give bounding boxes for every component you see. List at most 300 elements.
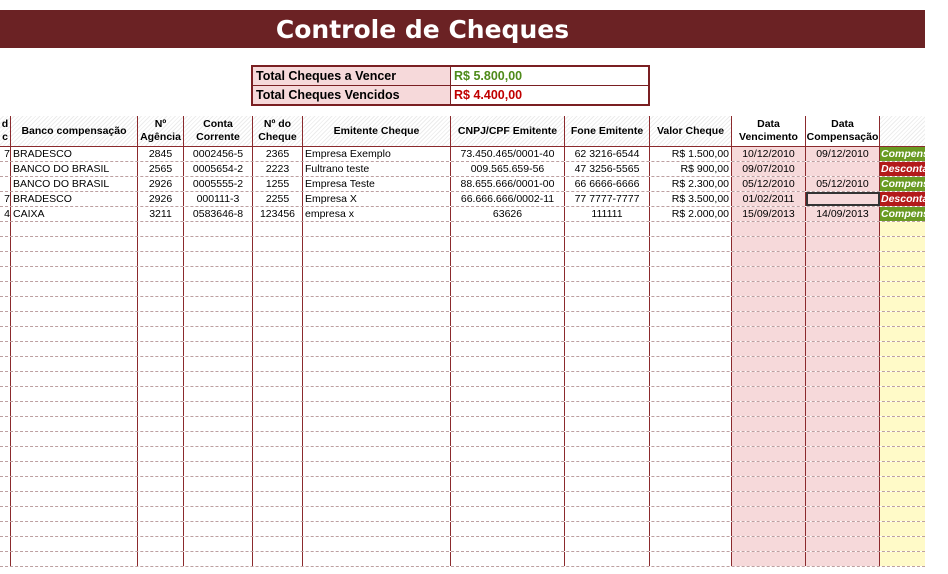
cell-id[interactable] [0, 372, 11, 386]
cell-banco[interactable] [11, 417, 138, 431]
cell-numero[interactable] [253, 402, 303, 416]
cell-fone[interactable] [565, 252, 650, 266]
cell-cnpj[interactable]: 66.666.666/0002-11 [451, 192, 565, 206]
cell-status[interactable] [880, 537, 925, 551]
header-banco[interactable]: Banco compensação [11, 116, 138, 147]
cell-emitente[interactable] [303, 222, 451, 236]
cell-compensacao[interactable] [806, 297, 880, 311]
cell-compensacao[interactable] [806, 327, 880, 341]
cell-numero[interactable] [253, 522, 303, 536]
cell-banco[interactable]: BANCO DO BRASIL [11, 177, 138, 191]
cell-banco[interactable] [11, 432, 138, 446]
cell-compensacao[interactable] [806, 282, 880, 296]
cell-id[interactable] [0, 327, 11, 341]
cell-cnpj[interactable] [451, 537, 565, 551]
cell-numero[interactable] [253, 252, 303, 266]
cell-cnpj[interactable] [451, 477, 565, 491]
cell-emitente[interactable] [303, 477, 451, 491]
header-numero[interactable]: Nº do Cheque [253, 116, 303, 147]
cell-valor[interactable] [650, 522, 732, 536]
cell-status[interactable] [880, 477, 925, 491]
cell-fone[interactable] [565, 507, 650, 521]
cell-emitente[interactable] [303, 282, 451, 296]
cell-vencimento[interactable] [732, 477, 806, 491]
cell-conta[interactable]: 0005654-2 [184, 162, 253, 176]
cell-emitente[interactable]: Empresa Teste [303, 177, 451, 191]
cell-cnpj[interactable]: 009.565.659-56 [451, 162, 565, 176]
cell-id[interactable] [0, 387, 11, 401]
cell-id[interactable] [0, 522, 11, 536]
cell-emitente[interactable] [303, 342, 451, 356]
cell-numero[interactable]: 123456 [253, 207, 303, 221]
cell-cnpj[interactable]: 63626 [451, 207, 565, 221]
cell-status[interactable] [880, 522, 925, 536]
cell-agencia[interactable] [138, 402, 184, 416]
header-vencimento[interactable]: Data Vencimento [732, 116, 806, 147]
cell-status[interactable]: Compensado [881, 208, 948, 220]
cell-fone[interactable] [565, 537, 650, 551]
cell-cnpj[interactable] [451, 357, 565, 371]
cell-numero[interactable] [253, 492, 303, 506]
cell-conta[interactable] [184, 357, 253, 371]
cell-banco[interactable] [11, 477, 138, 491]
cell-compensacao[interactable] [806, 222, 880, 236]
cell-fone[interactable] [565, 222, 650, 236]
cell-numero[interactable] [253, 372, 303, 386]
cell-valor[interactable] [650, 552, 732, 566]
cell-cnpj[interactable] [451, 252, 565, 266]
cell-valor[interactable]: R$ 1.500,00 [650, 147, 732, 161]
cell-vencimento[interactable] [732, 507, 806, 521]
summary-value-a-vencer[interactable]: R$ 5.800,00 [451, 67, 648, 85]
cell-banco[interactable] [11, 372, 138, 386]
cell-id[interactable] [0, 417, 11, 431]
cell-valor[interactable] [650, 507, 732, 521]
cell-fone[interactable] [565, 372, 650, 386]
cell-compensacao[interactable] [806, 312, 880, 326]
cell-fone[interactable] [565, 267, 650, 281]
header-compensacao[interactable]: Data Compensação [806, 116, 880, 147]
cell-id[interactable] [0, 162, 11, 176]
cell-id[interactable] [0, 282, 11, 296]
cell-valor[interactable] [650, 312, 732, 326]
cell-id[interactable] [0, 342, 11, 356]
cell-emitente[interactable] [303, 237, 451, 251]
cell-numero[interactable] [253, 537, 303, 551]
cell-emitente[interactable]: Empresa Exemplo [303, 147, 451, 161]
cell-id[interactable] [0, 357, 11, 371]
cell-vencimento[interactable] [732, 462, 806, 476]
cell-conta[interactable] [184, 252, 253, 266]
cell-agencia[interactable] [138, 537, 184, 551]
cell-vencimento[interactable] [732, 432, 806, 446]
cell-cnpj[interactable] [451, 387, 565, 401]
cell-valor[interactable] [650, 222, 732, 236]
cell-banco[interactable]: BRADESCO [11, 192, 138, 206]
cell-valor[interactable] [650, 402, 732, 416]
cell-compensacao[interactable] [806, 372, 880, 386]
cell-conta[interactable] [184, 462, 253, 476]
cell-id[interactable] [0, 447, 11, 461]
cell-emitente[interactable] [303, 387, 451, 401]
cell-cnpj[interactable] [451, 327, 565, 341]
cell-banco[interactable] [11, 492, 138, 506]
cell-vencimento[interactable] [732, 387, 806, 401]
cell-numero[interactable] [253, 342, 303, 356]
cell-status[interactable]: Descontado [881, 163, 942, 175]
cell-emitente[interactable] [303, 327, 451, 341]
cell-banco[interactable] [11, 522, 138, 536]
cell-emitente[interactable] [303, 492, 451, 506]
cell-id[interactable] [0, 432, 11, 446]
cell-vencimento[interactable] [732, 282, 806, 296]
cell-vencimento[interactable] [732, 552, 806, 566]
header-emitente[interactable]: Emitente Cheque [303, 116, 451, 147]
cell-banco[interactable] [11, 222, 138, 236]
cell-vencimento[interactable] [732, 537, 806, 551]
cell-cnpj[interactable] [451, 222, 565, 236]
cell-cnpj[interactable] [451, 402, 565, 416]
cell-fone[interactable]: 66 6666-6666 [565, 177, 650, 191]
cell-compensacao[interactable] [806, 342, 880, 356]
cell-agencia[interactable] [138, 222, 184, 236]
cell-banco[interactable] [11, 327, 138, 341]
cell-emitente[interactable] [303, 357, 451, 371]
cell-emitente[interactable]: empresa x [303, 207, 451, 221]
cell-conta[interactable]: 0002456-5 [184, 147, 253, 161]
cell-banco[interactable] [11, 297, 138, 311]
cell-id[interactable] [0, 402, 11, 416]
cell-status[interactable] [880, 282, 925, 296]
cell-cnpj[interactable] [451, 432, 565, 446]
cell-conta[interactable] [184, 447, 253, 461]
cell-status[interactable] [880, 402, 925, 416]
cell-fone[interactable] [565, 417, 650, 431]
cell-banco[interactable] [11, 447, 138, 461]
cell-emitente[interactable] [303, 462, 451, 476]
summary-value-vencidos[interactable]: R$ 4.400,00 [451, 86, 648, 104]
cell-compensacao[interactable] [806, 267, 880, 281]
cell-cnpj[interactable] [451, 312, 565, 326]
cell-emitente[interactable]: Empresa X [303, 192, 451, 206]
cell-banco[interactable] [11, 387, 138, 401]
cell-conta[interactable] [184, 417, 253, 431]
cell-id[interactable] [0, 462, 11, 476]
cell-cnpj[interactable] [451, 552, 565, 566]
cell-agencia[interactable] [138, 432, 184, 446]
cell-emitente[interactable] [303, 297, 451, 311]
cell-vencimento[interactable]: 10/12/2010 [732, 147, 806, 161]
cell-status[interactable] [880, 492, 925, 506]
cell-agencia[interactable] [138, 417, 184, 431]
header-fone[interactable]: Fone Emitente [565, 116, 650, 147]
cell-numero[interactable] [253, 267, 303, 281]
cell-numero[interactable]: 1255 [253, 177, 303, 191]
cell-valor[interactable] [650, 447, 732, 461]
cell-compensacao[interactable] [806, 417, 880, 431]
cell-vencimento[interactable] [732, 267, 806, 281]
header-id[interactable]: d c [0, 116, 11, 147]
cell-valor[interactable]: R$ 2.000,00 [650, 207, 732, 221]
cell-vencimento[interactable] [732, 312, 806, 326]
cell-emitente[interactable] [303, 252, 451, 266]
cell-numero[interactable]: 2365 [253, 147, 303, 161]
cell-emitente[interactable]: Fultrano teste [303, 162, 451, 176]
cell-valor[interactable] [650, 252, 732, 266]
cell-banco[interactable] [11, 462, 138, 476]
cell-agencia[interactable]: 2845 [138, 147, 184, 161]
cell-vencimento[interactable] [732, 402, 806, 416]
cell-agencia[interactable] [138, 267, 184, 281]
cell-fone[interactable] [565, 522, 650, 536]
cell-status[interactable] [880, 237, 925, 251]
cell-compensacao[interactable]: 14/09/2013 [806, 207, 880, 221]
cell-emitente[interactable] [303, 537, 451, 551]
cell-compensacao[interactable] [806, 537, 880, 551]
cell-valor[interactable] [650, 282, 732, 296]
cell-status[interactable] [880, 372, 925, 386]
cell-fone[interactable] [565, 432, 650, 446]
cell-id[interactable] [0, 252, 11, 266]
cell-cnpj[interactable] [451, 447, 565, 461]
cell-emitente[interactable] [303, 522, 451, 536]
cell-conta[interactable] [184, 297, 253, 311]
cell-emitente[interactable] [303, 312, 451, 326]
cell-status[interactable] [880, 267, 925, 281]
cell-agencia[interactable] [138, 282, 184, 296]
cell-compensacao[interactable] [806, 477, 880, 491]
summary-label-vencidos[interactable]: Total Cheques Vencidos [253, 86, 451, 104]
cell-conta[interactable] [184, 477, 253, 491]
cell-numero[interactable] [253, 552, 303, 566]
cell-emitente[interactable] [303, 447, 451, 461]
cell-numero[interactable] [253, 462, 303, 476]
cell-valor[interactable] [650, 462, 732, 476]
cell-vencimento[interactable] [732, 327, 806, 341]
cell-status[interactable] [880, 462, 925, 476]
cell-valor[interactable] [650, 417, 732, 431]
cell-conta[interactable] [184, 537, 253, 551]
cell-cnpj[interactable] [451, 492, 565, 506]
header-valor[interactable]: Valor Cheque [650, 116, 732, 147]
cell-numero[interactable]: 2255 [253, 192, 303, 206]
cell-vencimento[interactable]: 15/09/2013 [732, 207, 806, 221]
cell-agencia[interactable] [138, 477, 184, 491]
cell-compensacao[interactable] [806, 507, 880, 521]
cell-valor[interactable] [650, 357, 732, 371]
cell-id[interactable] [0, 267, 11, 281]
cell-banco[interactable] [11, 357, 138, 371]
summary-label-a-vencer[interactable]: Total Cheques a Vencer [253, 67, 451, 85]
cell-status[interactable] [880, 447, 925, 461]
cell-agencia[interactable]: 3211 [138, 207, 184, 221]
cell-numero[interactable] [253, 297, 303, 311]
cell-fone[interactable] [565, 402, 650, 416]
cell-compensacao[interactable] [806, 237, 880, 251]
cell-agencia[interactable] [138, 237, 184, 251]
cell-id[interactable] [0, 492, 11, 506]
cell-status[interactable] [880, 297, 925, 311]
cell-valor[interactable] [650, 477, 732, 491]
cell-banco[interactable] [11, 267, 138, 281]
cell-emitente[interactable] [303, 432, 451, 446]
cell-status[interactable]: Compensado [881, 178, 948, 190]
cell-conta[interactable] [184, 402, 253, 416]
cell-conta[interactable] [184, 507, 253, 521]
cell-fone[interactable] [565, 552, 650, 566]
cell-fone[interactable] [565, 327, 650, 341]
cell-fone[interactable] [565, 462, 650, 476]
cell-conta[interactable] [184, 312, 253, 326]
cell-valor[interactable] [650, 342, 732, 356]
cell-compensacao[interactable] [806, 162, 880, 176]
header-agencia[interactable]: Nº Agência [138, 116, 184, 147]
cell-compensacao[interactable] [806, 402, 880, 416]
cell-valor[interactable] [650, 237, 732, 251]
cell-vencimento[interactable] [732, 447, 806, 461]
cell-fone[interactable] [565, 492, 650, 506]
cell-cnpj[interactable] [451, 297, 565, 311]
cell-banco[interactable] [11, 237, 138, 251]
cell-agencia[interactable] [138, 297, 184, 311]
cell-numero[interactable] [253, 417, 303, 431]
cell-cnpj[interactable] [451, 522, 565, 536]
cell-agencia[interactable]: 2926 [138, 177, 184, 191]
cell-banco[interactable]: BRADESCO [11, 147, 138, 161]
cell-numero[interactable] [253, 357, 303, 371]
cell-status[interactable] [880, 432, 925, 446]
cell-id[interactable]: 7 [0, 192, 11, 206]
cell-vencimento[interactable]: 05/12/2010 [732, 177, 806, 191]
cell-cnpj[interactable] [451, 282, 565, 296]
cell-id[interactable]: 7 [0, 147, 11, 161]
cell-vencimento[interactable] [732, 492, 806, 506]
cell-compensacao[interactable] [806, 432, 880, 446]
cell-status[interactable] [880, 552, 925, 566]
cell-numero[interactable] [253, 237, 303, 251]
cell-fone[interactable]: 77 7777-7777 [565, 192, 650, 206]
cell-compensacao[interactable] [806, 357, 880, 371]
cell-id[interactable]: 4 [0, 207, 11, 221]
cell-emitente[interactable] [303, 402, 451, 416]
cell-banco[interactable] [11, 342, 138, 356]
cell-compensacao[interactable] [806, 387, 880, 401]
cell-valor[interactable] [650, 297, 732, 311]
cell-numero[interactable] [253, 327, 303, 341]
cell-compensacao[interactable] [806, 252, 880, 266]
cell-emitente[interactable] [303, 267, 451, 281]
cell-cnpj[interactable]: 88.655.666/0001-00 [451, 177, 565, 191]
header-status[interactable] [880, 116, 925, 147]
cell-vencimento[interactable]: 09/07/2010 [732, 162, 806, 176]
cell-vencimento[interactable] [732, 357, 806, 371]
cell-agencia[interactable] [138, 522, 184, 536]
cell-conta[interactable] [184, 342, 253, 356]
cell-status[interactable] [880, 312, 925, 326]
cell-agencia[interactable] [138, 357, 184, 371]
cell-conta[interactable] [184, 282, 253, 296]
cell-numero[interactable] [253, 507, 303, 521]
cell-status[interactable] [880, 417, 925, 431]
cell-fone[interactable] [565, 447, 650, 461]
cell-fone[interactable] [565, 477, 650, 491]
cell-valor[interactable] [650, 387, 732, 401]
cell-conta[interactable]: 000111-3 [184, 192, 253, 206]
cell-conta[interactable]: 0583646-8 [184, 207, 253, 221]
cell-agencia[interactable] [138, 252, 184, 266]
cell-cnpj[interactable] [451, 342, 565, 356]
cell-fone[interactable] [565, 387, 650, 401]
cell-banco[interactable]: CAIXA [11, 207, 138, 221]
cell-vencimento[interactable] [732, 297, 806, 311]
cell-status[interactable]: Descontado [881, 193, 942, 205]
cell-cnpj[interactable] [451, 417, 565, 431]
cell-agencia[interactable] [138, 327, 184, 341]
cell-id[interactable] [0, 507, 11, 521]
cell-numero[interactable] [253, 387, 303, 401]
cell-emitente[interactable] [303, 372, 451, 386]
cell-agencia[interactable] [138, 492, 184, 506]
cell-banco[interactable] [11, 312, 138, 326]
cell-agencia[interactable] [138, 447, 184, 461]
cell-agencia[interactable]: 2565 [138, 162, 184, 176]
cell-vencimento[interactable] [732, 522, 806, 536]
cell-vencimento[interactable] [732, 417, 806, 431]
cell-conta[interactable] [184, 387, 253, 401]
cell-id[interactable] [0, 222, 11, 236]
header-conta[interactable]: Conta Corrente [184, 116, 253, 147]
cell-valor[interactable] [650, 372, 732, 386]
cell-agencia[interactable] [138, 387, 184, 401]
cell-banco[interactable] [11, 537, 138, 551]
cell-vencimento[interactable] [732, 342, 806, 356]
cell-banco[interactable] [11, 552, 138, 566]
header-cnpj[interactable]: CNPJ/CPF Emitente [451, 116, 565, 147]
cell-status[interactable] [880, 387, 925, 401]
cell-vencimento[interactable]: 01/02/2011 [732, 192, 806, 206]
cell-numero[interactable] [253, 222, 303, 236]
cell-compensacao[interactable] [806, 192, 880, 206]
cell-banco[interactable] [11, 282, 138, 296]
cell-id[interactable] [0, 552, 11, 566]
cell-compensacao[interactable] [806, 447, 880, 461]
cell-agencia[interactable] [138, 312, 184, 326]
cell-valor[interactable] [650, 537, 732, 551]
cell-conta[interactable] [184, 267, 253, 281]
cell-valor[interactable] [650, 432, 732, 446]
cell-cnpj[interactable] [451, 507, 565, 521]
cell-valor[interactable] [650, 327, 732, 341]
cell-fone[interactable] [565, 342, 650, 356]
cell-compensacao[interactable]: 05/12/2010 [806, 177, 880, 191]
cell-emitente[interactable] [303, 417, 451, 431]
cell-agencia[interactable] [138, 462, 184, 476]
cell-compensacao[interactable] [806, 552, 880, 566]
cell-fone[interactable] [565, 237, 650, 251]
cell-compensacao[interactable]: 09/12/2010 [806, 147, 880, 161]
cell-status[interactable] [880, 357, 925, 371]
cell-valor[interactable]: R$ 2.300,00 [650, 177, 732, 191]
cell-vencimento[interactable] [732, 372, 806, 386]
cell-numero[interactable]: 2223 [253, 162, 303, 176]
cell-id[interactable] [0, 177, 11, 191]
cell-emitente[interactable] [303, 552, 451, 566]
cell-vencimento[interactable] [732, 237, 806, 251]
cell-numero[interactable] [253, 432, 303, 446]
cell-fone[interactable]: 111111 [565, 207, 650, 221]
cell-compensacao[interactable] [806, 522, 880, 536]
cell-conta[interactable] [184, 372, 253, 386]
